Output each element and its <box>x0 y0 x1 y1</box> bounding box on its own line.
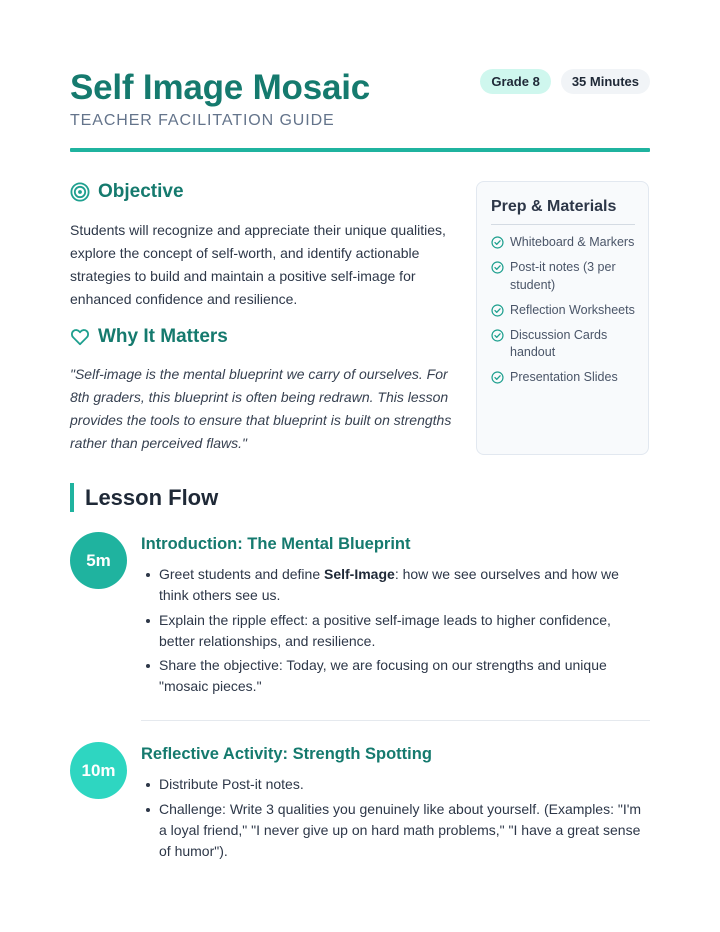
check-circle-icon <box>491 329 504 342</box>
materials-list <box>491 234 641 394</box>
header-badges <box>480 69 650 94</box>
why-heading-label: Why It Matters <box>98 326 228 347</box>
step-bullet: Challenge: Write 3 qualities you genuinely like about yourself. (Examples: "I'm a loyal friend," "I never give up on hard math problems," "I have a great sense of humor"). <box>141 799 646 862</box>
check-circle-icon <box>491 236 504 249</box>
step-title: Introduction: The Mental Blueprint <box>141 535 411 553</box>
bullet-text: Greet students and define <box>159 566 324 582</box>
bullet-text: : how we see ourselves and how we think others see us. <box>159 566 619 603</box>
why-heading <box>70 326 228 348</box>
step-bullet: Explain the ripple effect: a positive self-image leads to higher confidence, better relationships, and resilience. <box>141 610 646 652</box>
duration-badge: 35 Minutes <box>561 69 650 94</box>
step-divider <box>141 720 650 721</box>
step-bullet <box>141 564 646 606</box>
objective-heading-label: Objective <box>98 181 184 202</box>
page-subtitle: TEACHER FACILITATION GUIDE <box>70 112 335 129</box>
header-divider <box>70 148 650 152</box>
grade-badge: Grade 8 <box>480 69 550 94</box>
step-bullet: Share the objective: Today, we are focusing on our strengths and unique "mosaic pieces." <box>141 655 646 697</box>
step-title: Reflective Activity: Strength Spotting <box>141 745 432 763</box>
key-term: Self-Image <box>324 566 395 582</box>
page-header <box>70 68 650 154</box>
prep-divider <box>491 224 635 225</box>
check-circle-icon <box>491 261 504 274</box>
materials-item-label: Discussion Cards handout <box>510 327 608 359</box>
step-duration-badge: 10m <box>70 742 127 799</box>
check-circle-icon <box>491 304 504 317</box>
step-bullet: Distribute Post-it notes. <box>141 774 646 795</box>
objective-heading <box>70 181 184 203</box>
objective-text: Students will recognize and appreciate their unique qualities, explore the concept of self-worth, and identify actionable strategies to build and maintain a positive self-image for enhanced confidence and resilience. <box>70 222 446 307</box>
step-duration-badge: 5m <box>70 532 127 589</box>
heart-icon <box>70 327 90 347</box>
lesson-flow-heading: Lesson Flow <box>70 483 218 512</box>
materials-item-label: Whiteboard & Markers <box>510 235 635 249</box>
materials-item <box>491 234 641 252</box>
step-bullets <box>141 774 646 865</box>
materials-item <box>491 327 641 362</box>
prep-title: Prep & Materials <box>491 198 617 215</box>
materials-item-label: Post-it notes (3 per student) <box>510 260 616 292</box>
materials-item <box>491 259 641 294</box>
materials-item-label: Presentation Slides <box>510 370 618 384</box>
step-bullets <box>141 564 646 701</box>
prep-materials-card <box>476 181 649 455</box>
materials-item <box>491 369 641 387</box>
materials-item <box>491 302 641 320</box>
why-quote: "Self-image is the mental blueprint we carry of ourselves. For 8th graders, this blueprint is often being redrawn. This lesson provides the tools to ensure that blueprint is built on strengths rather than perceived flaws." <box>70 366 452 451</box>
target-icon <box>70 182 90 202</box>
page-title: Self Image Mosaic <box>70 68 371 107</box>
check-circle-icon <box>491 371 504 384</box>
materials-item-label: Reflection Worksheets <box>510 302 635 317</box>
